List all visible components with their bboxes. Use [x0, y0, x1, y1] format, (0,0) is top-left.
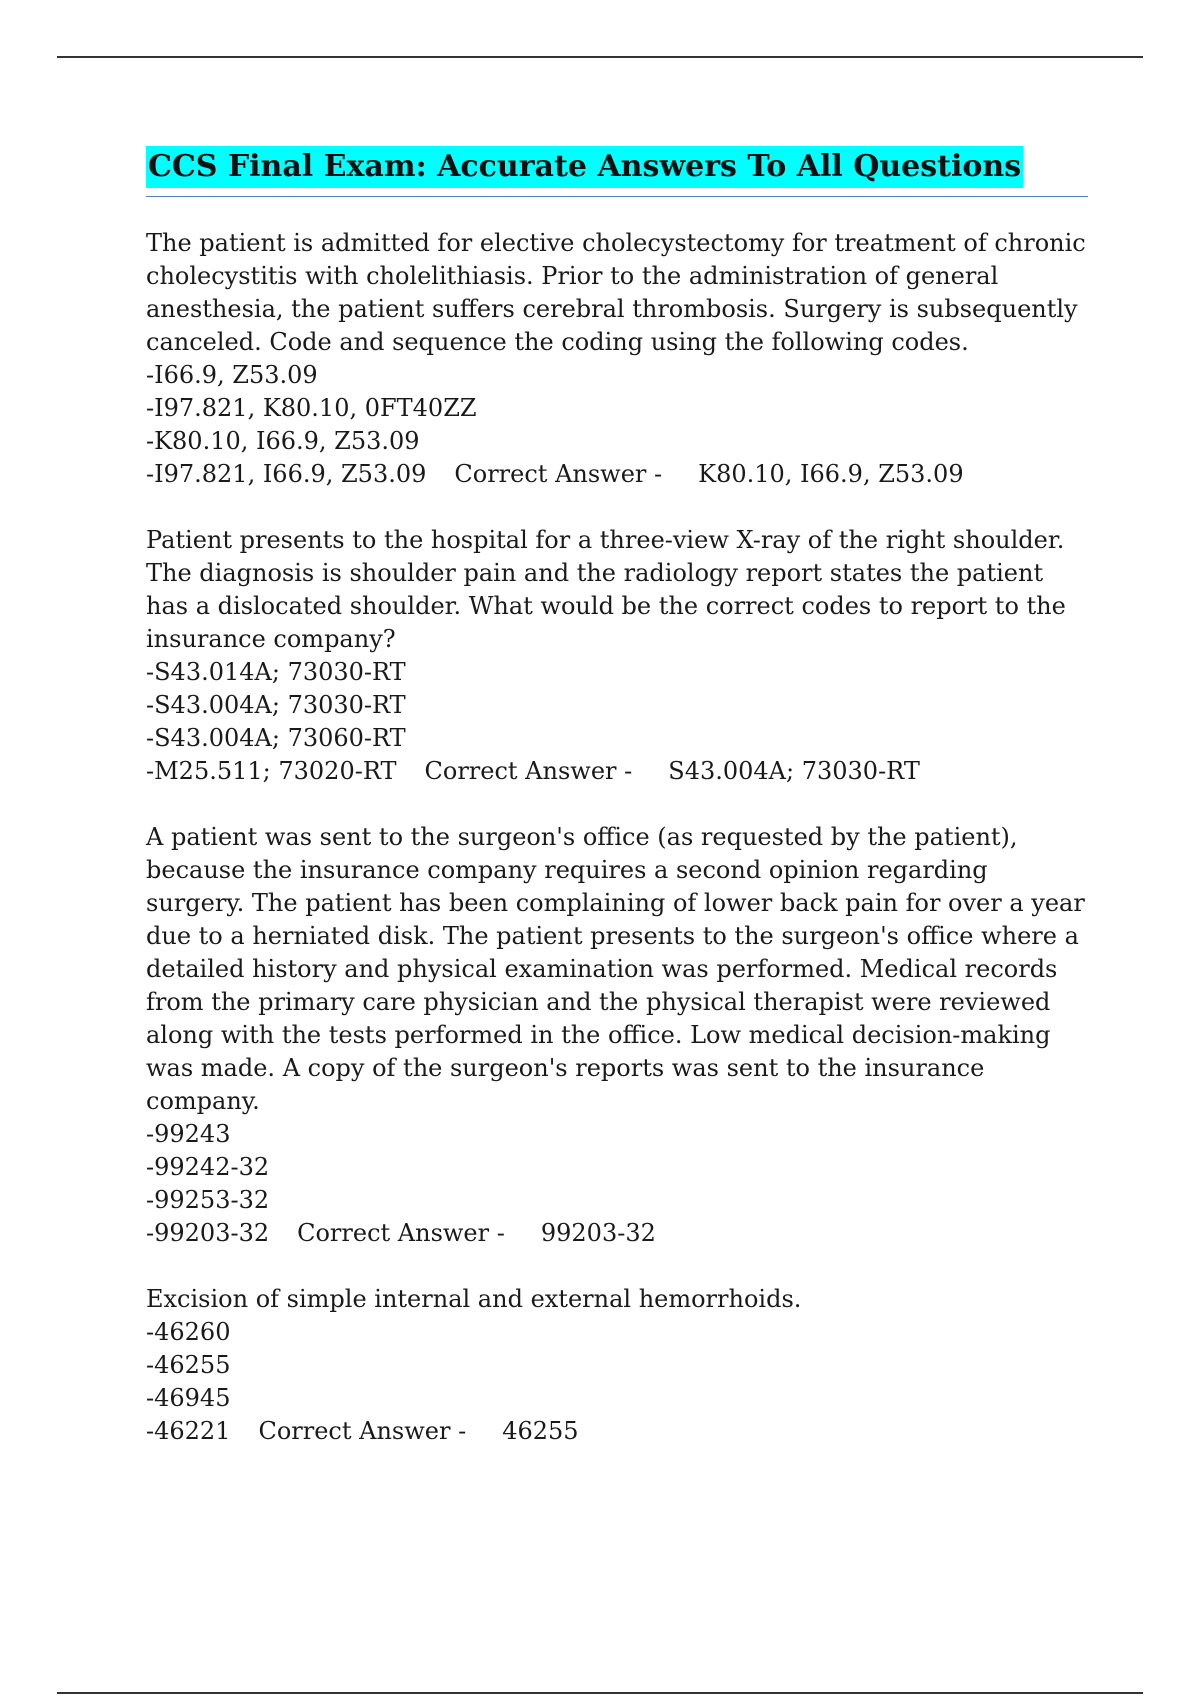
- answer-option-last: [146, 755, 1088, 788]
- answer-option: -99243: [146, 1120, 231, 1148]
- answer-option: -99253-32: [146, 1186, 270, 1214]
- correct-answer-value: S43.004A; 73030-RT: [668, 757, 920, 785]
- correct-answer-label: Correct Answer -: [424, 757, 633, 785]
- answer-option-last: [146, 1217, 1088, 1250]
- answer-option: -I97.821, K80.10, 0FT40ZZ: [146, 394, 477, 422]
- correct-answer-value: 46255: [502, 1417, 579, 1445]
- correct-answer-value: 99203-32: [540, 1219, 656, 1247]
- option-text: -I97.821, I66.9, Z53.09: [146, 460, 427, 488]
- question-block: [146, 1283, 1088, 1448]
- question-prompt: A patient was sent to the surgeon's office (as requested by the patient), because the insurance company requires a second opinion regarding surgery. The patient has been complaining of lower back pain for over a year due to a herniated disk. The patient presents to the surgeon's office where a detailed history and physical examination was performed. Medical records from the primary care physician and the physical therapist were reviewed along with the tests performed in the office. Low medical decision-making was made. A copy of the surgeon's reports was sent to the insurance company.: [146, 823, 1085, 1115]
- header-rule: [57, 56, 1143, 58]
- option-text: -99203-32: [146, 1219, 270, 1247]
- question-block: [146, 821, 1088, 1250]
- correct-answer-label: Correct Answer -: [297, 1219, 505, 1247]
- answer-option: -46255: [146, 1351, 231, 1379]
- answer-option: -99242-32: [146, 1153, 270, 1181]
- answer-option: -S43.004A; 73060-RT: [146, 724, 406, 752]
- answer-option: -46260: [146, 1318, 231, 1346]
- correct-answer-value: K80.10, I66.9, Z53.09: [698, 460, 964, 488]
- answer-option-last: [146, 458, 1088, 491]
- question-block: [146, 524, 1088, 788]
- answer-option: -I66.9, Z53.09: [146, 361, 318, 389]
- question-block: [146, 227, 1088, 491]
- answer-option: -S43.004A; 73030-RT: [146, 691, 406, 719]
- answer-option: -K80.10, I66.9, Z53.09: [146, 427, 420, 455]
- option-text: -M25.511; 73020-RT: [146, 757, 397, 785]
- document-body: [146, 146, 1088, 1481]
- answer-option: -S43.014A; 73030-RT: [146, 658, 406, 686]
- page-title: CCS Final Exam: Accurate Answers To All Questions: [146, 146, 1023, 188]
- answer-option-last: [146, 1415, 1088, 1448]
- question-prompt: Excision of simple internal and external hemorrhoids.: [146, 1285, 802, 1313]
- question-prompt: The patient is admitted for elective cholecystectomy for treatment of chronic cholecystitis with cholelithiasis. Prior to the administration of general anesthesia, the patient suffers cerebral thrombosis. Surgery is subsequently canceled. Code and sequence the coding using the following codes.: [146, 229, 1086, 356]
- answer-option: -46945: [146, 1384, 231, 1412]
- correct-answer-label: Correct Answer -: [454, 460, 663, 488]
- footer-rule: [57, 1692, 1143, 1694]
- question-prompt: Patient presents to the hospital for a three-view X-ray of the right shoulder. The diagnosis is shoulder pain and the radiology report states the patient has a dislocated shoulder. What would be the correct codes to report to the insurance company?: [146, 526, 1066, 653]
- title-block: [146, 146, 1088, 197]
- option-text: -46221: [146, 1417, 231, 1445]
- correct-answer-label: Correct Answer -: [258, 1417, 467, 1445]
